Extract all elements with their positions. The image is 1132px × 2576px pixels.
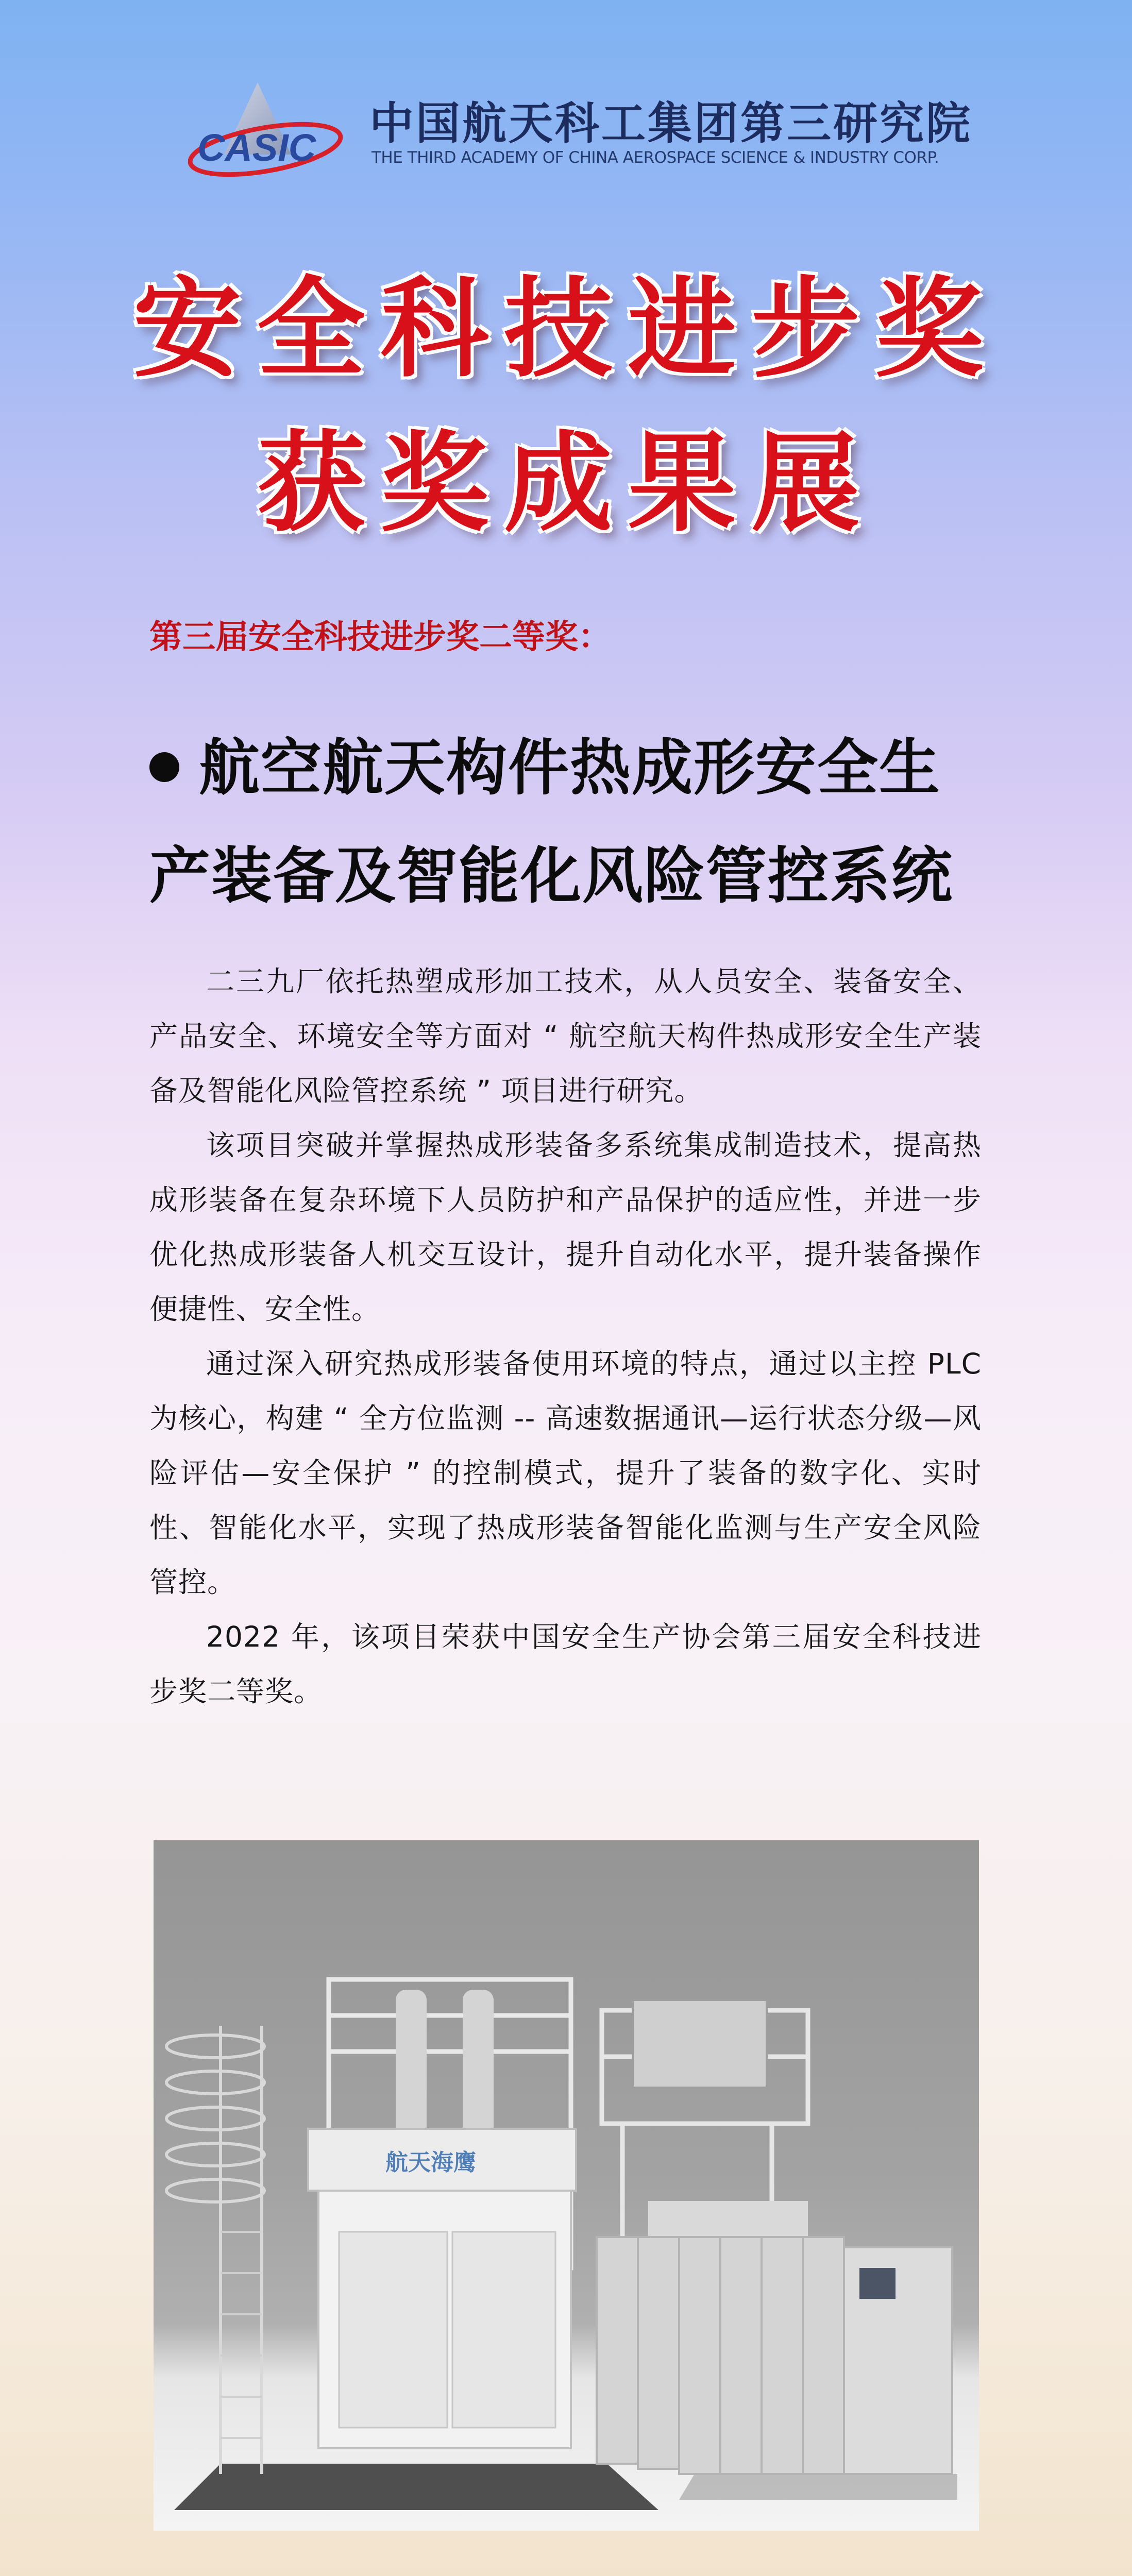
header	[188, 72, 972, 191]
thermoforming-equipment-illustration	[154, 1840, 979, 2531]
casic-logo-icon	[188, 77, 358, 185]
equipment-brand-label: 航天海鹰	[385, 2149, 476, 2176]
main-title-line-1: 安全科技进步奖	[133, 265, 999, 392]
paragraph-3: 通过深入研究热成形装备使用环境的特点，通过以主控 PLC 为核心，构建 “ 全方位监测 -- 高速数据通讯—运行状态分级—风险评估—安全保护 ” 的控制模式，提升了装备的数字化、实时性、智能化水平，实现了热成形装备智能化监测与生产安全风险管控。	[149, 1347, 982, 1599]
bullet-icon	[149, 752, 179, 782]
organization-name-en: THE THIRD ACADEMY OF CHINA AEROSPACE SCIENCE & INDUSTRY CORP.	[371, 148, 939, 167]
paragraph-4: 2022 年，该项目荣获中国安全生产协会第三届安全科技进步奖二等奖。	[149, 1620, 982, 1708]
project-title-text-1: 航空航天构件热成形安全生	[199, 732, 941, 803]
paragraph-2: 该项目突破并掌握热成形装备多系统集成制造技术，提高热成形装备在复杂环境下人员防护和产品保护的适应性，并进一步优化热成形装备人机交互设计，提升自动化水平，提升装备操作便捷性、安全性。	[149, 1129, 982, 1326]
paragraph-1: 二三九厂依托热塑成形加工技术，从人员安全、装备安全、产品安全、环境安全等方面对 “ 航空航天构件热成形安全生产装备及智能化风险管控系统 ” 项目进行研究。	[149, 965, 982, 1107]
project-title-line-2: 产装备及智能化风险管控系统	[149, 840, 954, 911]
body-text	[149, 954, 982, 1719]
equipment-photo	[154, 1840, 979, 2531]
main-title-line-2: 获奖成果展	[257, 419, 875, 547]
project-title-line-1	[149, 719, 941, 806]
organization-name-cn: 中国航天科工集团第三研究院	[369, 98, 972, 149]
logo-text: CASIC	[197, 126, 316, 169]
award-label: 第三届安全科技进步奖二等奖：	[149, 618, 611, 656]
